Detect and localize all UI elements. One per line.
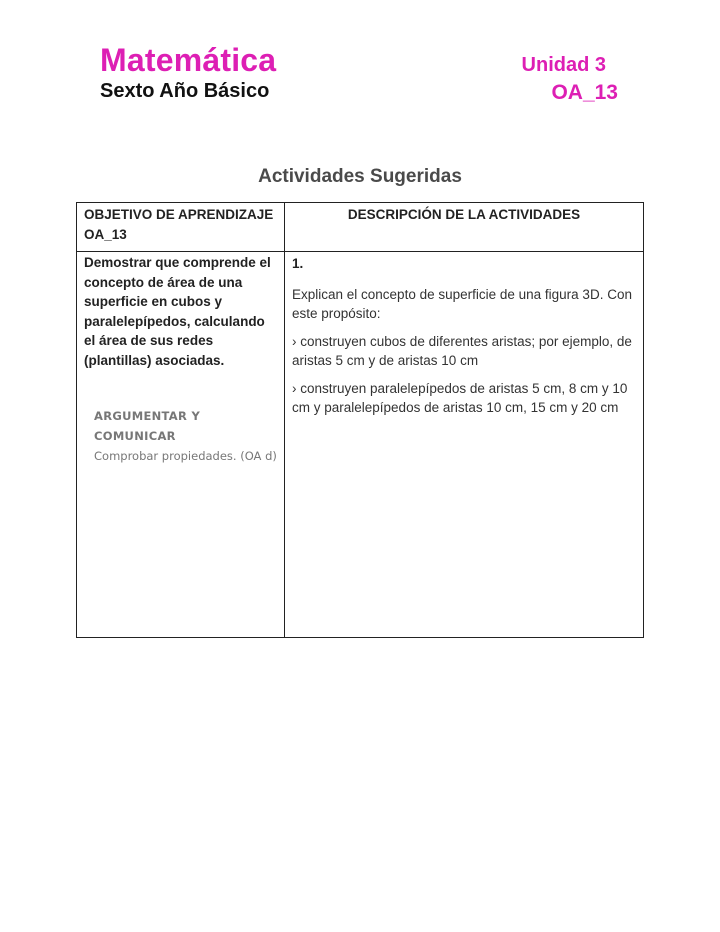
- activity-step: › construyen paralelepípedos de aristas 5 cm, 8 cm y 10 cm y paralelepípedos de aristas 10 cm, 15 cm y 20 cm: [292, 381, 628, 415]
- objective-text: Demostrar que comprende el concepto de área de una superficie en cubos y paralelepípedos, calculando el área de sus redes (plantillas) asociadas.: [84, 255, 271, 368]
- objective-header: OBJETIVO DE APRENDIZAJE OA_13: [77, 203, 285, 252]
- oa-code: OA_13: [551, 81, 618, 104]
- skill-subtitle: Comprobar propiedades. (OA d): [94, 449, 277, 463]
- description-cell: [285, 252, 644, 638]
- skill-title: ARGUMENTAR Y COMUNICAR: [94, 409, 201, 443]
- objective-cell: [77, 252, 285, 638]
- grade-title: Sexto Año Básico: [100, 80, 270, 102]
- activities-table: [76, 202, 644, 638]
- activity-step: › construyen cubos de diferentes aristas; por ejemplo, de aristas 5 cm y de aristas 10 cm: [292, 334, 632, 368]
- activity-intro: Explican el concepto de superficie de una figura 3D. Con este propósito:: [292, 287, 632, 321]
- activity-number: 1.: [292, 256, 304, 271]
- unit-label: Unidad 3: [521, 54, 606, 76]
- subject-title: Matemática: [100, 42, 277, 78]
- section-title: Actividades Sugeridas: [258, 166, 462, 187]
- description-header: DESCRIPCIÓN DE LA ACTIVIDADES: [285, 203, 644, 252]
- table-row: [77, 252, 644, 638]
- table-header-row: [77, 203, 644, 252]
- skill-block: [84, 407, 277, 467]
